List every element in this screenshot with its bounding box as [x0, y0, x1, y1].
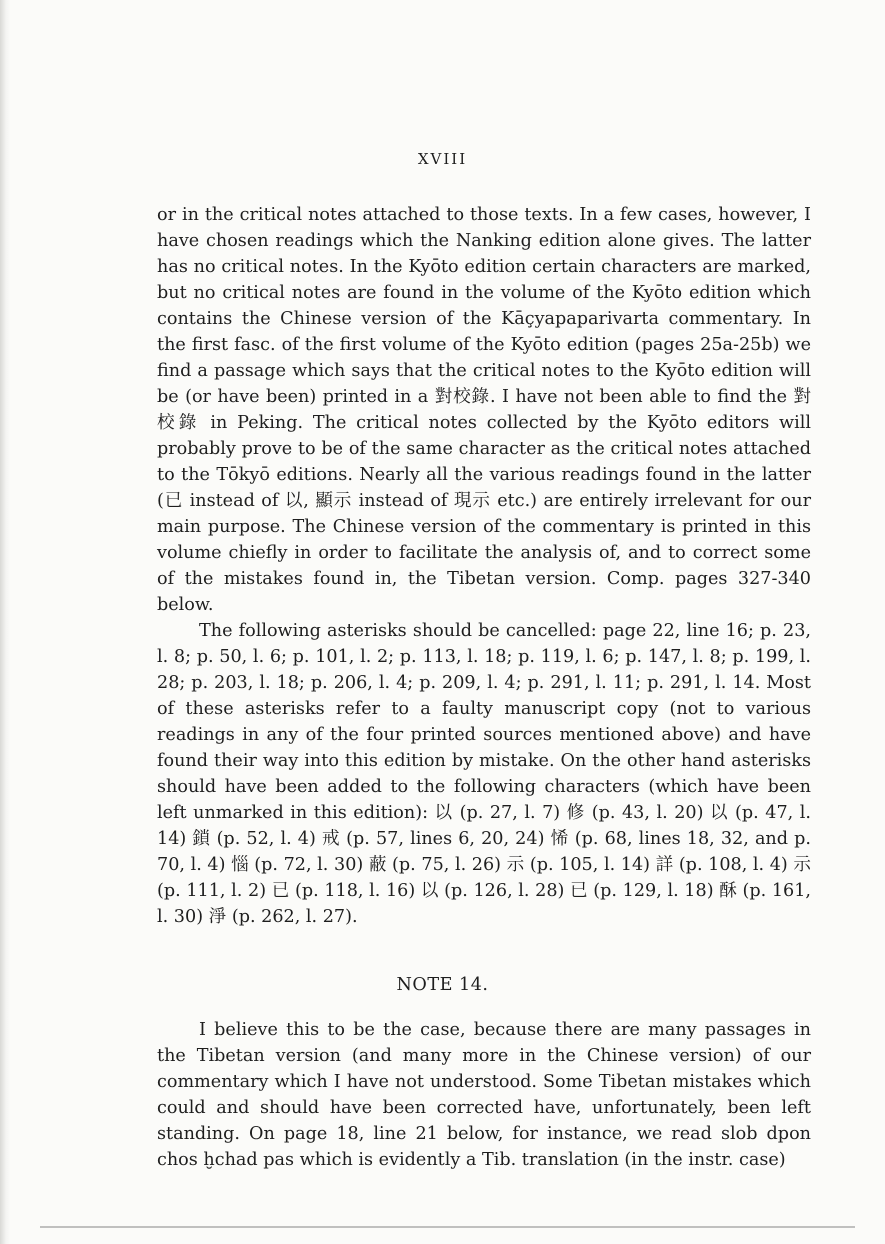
bottom-rule — [40, 1226, 855, 1228]
paragraph-1: or in the critical notes attached to those texts. In a few cases, however, I have chosen readings which the Nanking edition alone gives. The latter has no critical notes. In the Kyōto edition certain characters are marked, but no critical notes are found in the volume of the Kyōto edition which contains the Chinese version of the Kāçyapaparivarta commentary. In the first fasc. of the first volume of the Kyōto edition (pages 25a-25b) we find a passage which says that the critical notes to the Kyōto edition will be (or have been) printed in a 對校錄. I have not been able to find the 對校錄 in Peking. The critical notes collected by the Kyōto editors will probably prove to be of the same character as the critical notes attached to the Tōkyō editions. Nearly all the various readings found in the latter (已 instead of 以, 顯示 instead of 現示 etc.) are entirely irrelevant for our main purpose. The Chinese version of the commentary is printed in this volume chiefly in order to facilitate the analysis of, and to correct some of the mistakes found in, the Tibetan version. Comp. pages 327-340 below. — [157, 205, 811, 615]
text-block-lower — [157, 1017, 811, 1173]
scan-left-edge — [0, 0, 10, 1244]
paragraph-2: The following asterisks should be cancelled: page 22, line 16; p. 23, l. 8; p. 50, l. 6; p. 101, l. 2; p. 113, l. 18; p. 119, l. 6; p. 147, l. 8; p. 199, l. 28; p. 203, l. 18; p. 206, l. 4; p. 209, l. 4; p. 291, l. 11; p. 291, l. 14. Most of these asterisks refer to a faulty manuscript copy (not to various readings in any of the four printed sources mentioned above) and have found their way into this edition by mistake. On the other hand asterisks should have been added to the following characters (which have been left unmarked in this edition): 以 (p. 27, l. 7) 修 (p. 43, l. 20) 以 (p. 47, l. 14) 鎖 (p. 52, l. 4) 戒 (p. 57, lines 6, 20, 24) 悕 (p. 68, lines 18, 32, and p. 70, l. 4) 惱 (p. 72, l. 30) 蔽 (p. 75, l. 26) 示 (p. 105, l. 14) 詳 (p. 108, l. 4) 示 (p. 111, l. 2) 已 (p. 118, l. 16) 以 (p. 126, l. 28) 已 (p. 129, l. 18) 酥 (p. 161, l. 30) 淨 (p. 262, l. 27). — [157, 621, 811, 927]
note-heading: NOTE 14. — [396, 975, 489, 995]
page-number: XVIII — [417, 150, 468, 168]
paragraph-3: I believe this to be the case, because there are many passages in the Tibetan version (and many more in the Chinese version) of our commentary which I have not understood. Some Tibetan mistakes which could and should have been corrected have, unfortunately, been left standing. On page 18, line 21 below, for instance, we read slob dpon chos ḫchad pas which is evidently a Tib. translation (in the instr. case) — [157, 1020, 811, 1170]
text-block-upper — [157, 202, 811, 930]
